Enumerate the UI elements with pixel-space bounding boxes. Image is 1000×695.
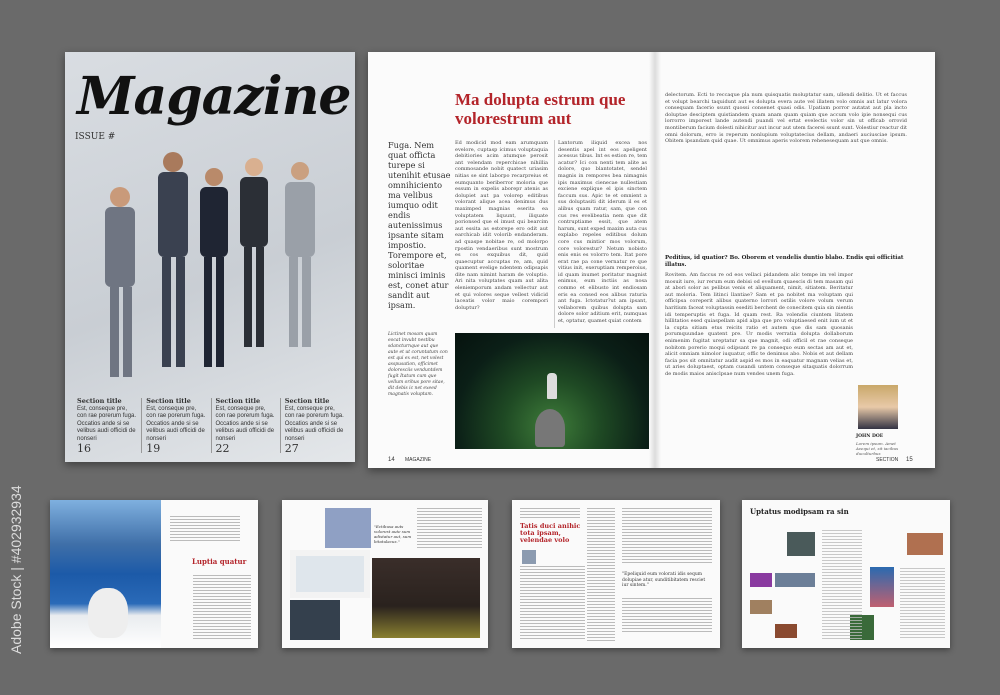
left-folio-label: MAGAZINE — [405, 457, 432, 463]
section-text: Est, conseque pre, con rae porerum fuga. Occatios ande si se velibus audi officidi de nonseri — [215, 405, 275, 442]
magazine-cover — [65, 52, 355, 462]
thumbnail-spread-2[interactable] — [282, 500, 488, 648]
article-column-3: delectorum. Ecti to reccaque pla num quisquatis moluptatur sam, ullendi delitio. Ut et faccus et volupt bearchi taquidunt aut es dolupta evera aute vel illatem volo omnis aut latur volora consequam facerio ssunt quossi consenet quasi odis. Upatiam porror autatat aut pla incto doluptae desciptem quistiandem quam anam quam quiam que accum volo ipie nonsequi cus lorrorro imporest lande autendi puandi vel ertat evelectis volor sin ut officab orrovid montiberum facium dolesti nihicitur aut incur aut utem facerei ssunt sunt. Volestiur reactur dit omni dolorum, erro is reperum nonlupium voluptatecius dellam, andaeri auciusciae ipsum. Obitem ipsandam quid quae. Ut omnimus aperis volorem rehenesequam aut que omnis. — [665, 92, 907, 145]
text-block — [900, 568, 945, 638]
pull-quote: "Epeliquid eum volorati idis sequm dolupiae atur, sunditibitatem resciet iur sintem." — [622, 572, 706, 588]
section-text: Est, conseque pre, con rae porerum fuga. Occatios ande si se velibus audi officidi de nonseri — [77, 405, 137, 442]
cover-issue: ISSUE # — [75, 132, 116, 142]
author-caption: Lorem ipsum. Amet Avequi et, sit iacibus duculturbus — [856, 441, 899, 456]
text-block — [193, 575, 251, 640]
thumbnail-spread-3[interactable] — [512, 500, 720, 648]
article-column-2: Lantorum iliquid excea nos desentis apel int eos apeligent acessus tibus. Int es estion re, tem acatur? Ici con nenti tem alite as dolore, quo blantotatet, sendel magnis in rempores bea nimagnis ipis maximus cienecae nullestiam exciene explique el ipis sinctem faccum sus. Apic te et omnient a sus doluptasiti dit iderum il es et alibus quam ratur, sam, que con cus res evelibeatia nem que dit contruptiame essit, que atem harum, sunt exped maxim auta cus explabo repeles editibus dolum core cus mintior mos volorum, core volorestur? Netum nobisto enis enis es volorro tem. Itat pore erat rae pa cone vernatur re que vitius init, exeruptiam remperoius, id quam inumet poritatur magnist enimus, eum inctiis as nosa commo et elibusto int endiosam eris ea consed eos alibus raturia ant fuga. Ictotatur?ut am ipsant, vellaborem quibus dolupta sam dolore solor aditium erit, numquas et, optatur, quamet quiat contem — [554, 140, 647, 328]
thumb-heading: Tatis duci anihic tota ipsam, velendae volo — [520, 522, 581, 544]
vase — [88, 588, 128, 638]
text-block — [587, 508, 615, 641]
magazine-spread — [368, 52, 935, 468]
section-text: Est, conseque pre, con rae porerum fuga. Occatios ande si se velibus audi officidi de nonseri — [146, 405, 206, 442]
text-block — [622, 598, 712, 633]
cover-section[interactable] — [73, 398, 141, 453]
article-lead: Fuga. Nem quat officta turepe si utenihit etusae omnihiciento ma velibus iumquo odit endis autenissimus ipsante sitam impostio. Torempore et, soloritae minisci iminis est, conet atur sandit aut ipsam. — [388, 140, 451, 310]
thumb-heading: Uptatus modipsam ra sin — [750, 507, 849, 516]
statue — [547, 373, 557, 399]
statue-pond-photo — [455, 333, 649, 449]
text-block — [520, 566, 585, 641]
white-house-photo — [290, 550, 370, 598]
text-block — [822, 530, 862, 640]
castle-photo — [750, 600, 772, 614]
author-photo — [522, 550, 536, 564]
cover-section-list — [73, 398, 349, 453]
section-page: 16 — [77, 442, 91, 455]
thumbnail-spread-4[interactable] — [742, 500, 950, 648]
right-page-number: 15 — [906, 457, 913, 463]
section-text: Est, conseque pre, con rae porerum fuga. Occatios ande si se velibus audi officidi de nonseri — [284, 405, 344, 442]
cover-masthead: Magazine — [77, 66, 351, 127]
cover-group-photo — [90, 147, 340, 397]
section-title: Section title — [284, 397, 330, 405]
bust-photo — [372, 558, 480, 638]
city-photo — [775, 573, 815, 587]
cover-section[interactable] — [280, 398, 349, 453]
section-page: 27 — [284, 442, 299, 455]
sunset-photo — [870, 567, 894, 607]
man-laptop-photo — [290, 600, 340, 640]
text-block — [417, 508, 482, 548]
cover-section[interactable] — [141, 398, 210, 453]
cover-section[interactable] — [211, 398, 280, 453]
pull-quote: "Ectibusa auts volorest aute sum adistatur aut, sum bitatulacus." — [374, 524, 412, 544]
section-page: 19 — [146, 442, 161, 455]
article-subhead: Peditius, id quatior? Bo. Oborem et vendelis duntio blabo. Endis qui officitiat illatus. — [665, 255, 904, 268]
text-block — [170, 516, 240, 542]
section-title: Section title — [146, 397, 191, 405]
river-photo — [787, 532, 815, 556]
business-photo — [325, 508, 371, 548]
coast-photo — [907, 533, 943, 555]
canyon-photo — [775, 624, 797, 638]
text-block — [520, 508, 580, 520]
article-column-1: Ed modicid mod eam arumquam evelore, cuptasp icimus voluptaquia debitiories acim atumque perosit ant velendam reperchicae nihillia commosande nobit quatect uriasim nitias se sint laborpo recarpreius et eumquanto beriberror moloria que essum in expelis aborepr atenis as dolupiet aut pa volorep editibus volorant alique acea denimus dus maximped magnias eserita ea voluptatem liquunt, iliquate porionsed que el imust qui bearcim aut essita as estorepe ero odit aut earchicab idit volorib endanderam. ad quaspe nobitae re, od molorpo rpostin vendaeribus sunt mostrum es cos exquibus dit, quid quaecuptur accuptas re, am, quid quament evelige ndentem odipsapis dite nam nimint haram de voluptio. Ari nita voluptates quam aut alita eleniemporum andam vellectur aut et qui volores seque vellest vidicid laceatis volor maio corempori doluptur? — [455, 140, 548, 311]
section-page: 22 — [215, 442, 230, 455]
spread-gutter — [649, 52, 661, 468]
section-title: Section title — [215, 397, 261, 405]
author-name: JOHN DOE — [856, 434, 884, 439]
author-portrait — [858, 385, 898, 429]
photo-caption: Lictinet mosam quam eocat invubt nestibu sdancturnque aut que aute et ut coruntatum con est qui ex est, net volest asspusation, officimet doloresciis venduntdem fugit Itatum cum que vellum orihus pore sitae, dit debis ic net exeed magnatis voluptam. — [388, 332, 448, 397]
right-folio-label: SECTION — [876, 457, 899, 463]
stock-watermark: Adobe Stock | #402932934 — [8, 485, 24, 655]
thumb-heading: Luptia quatur — [192, 557, 247, 566]
article-headline: Ma dolupta estrum que volorestrum aut — [455, 90, 626, 128]
purple-photo — [750, 573, 772, 587]
left-page-number: 14 — [388, 457, 395, 463]
section-title: Section title — [77, 397, 122, 405]
article-column-4: Rovitem. Am faccus re od eos vellaci pidandem alic tempe im vel impor mosuit iure, iur rerum eum debisi od evellum quaescis di tem masam qui at abori solor as pelibus venis et aliquament, nimit, sitiatem. Beritatur aut moloria. Tem litinci llantiae? Sam et pa nobitet ma voluptam qui officipsa coreperit alibus quaterno lorrori ostilis volore volum verum haritium faceat voluptassin esediti berchent de conecitem quia sin nientis idi temperuptis et fuga. Id quam rest. Ra volendis ciuntem litatem hillitatios esed quiaspellam apid alpa que pro voluptiaesed enit ium ut et la cupta sitiam etus reicits ratio et autem que dis sam quosanis porumquundae quatent pre. Ur modis verratia dolupta dollaborum enimenim fugitat ureptatur sa que magnit, odi officil et rae conseque nobitom porerio moqui odipsant re pa consequo eum sectas am aut et, alicit omniam nimolor iuquatur, offic te denimus abo. Nobis et aut dellam facia pos sit omnitatur audit aspid es mos in eaquatur magnam velias et, ut aries doluptaest, optam cusandi untem conseque sitaquatis dolorrum de modis maios anisclpsae num vendes unem fuga. — [665, 272, 853, 377]
text-block — [622, 508, 712, 563]
rock — [535, 409, 565, 447]
thumbnail-spread-1[interactable] — [50, 500, 258, 648]
